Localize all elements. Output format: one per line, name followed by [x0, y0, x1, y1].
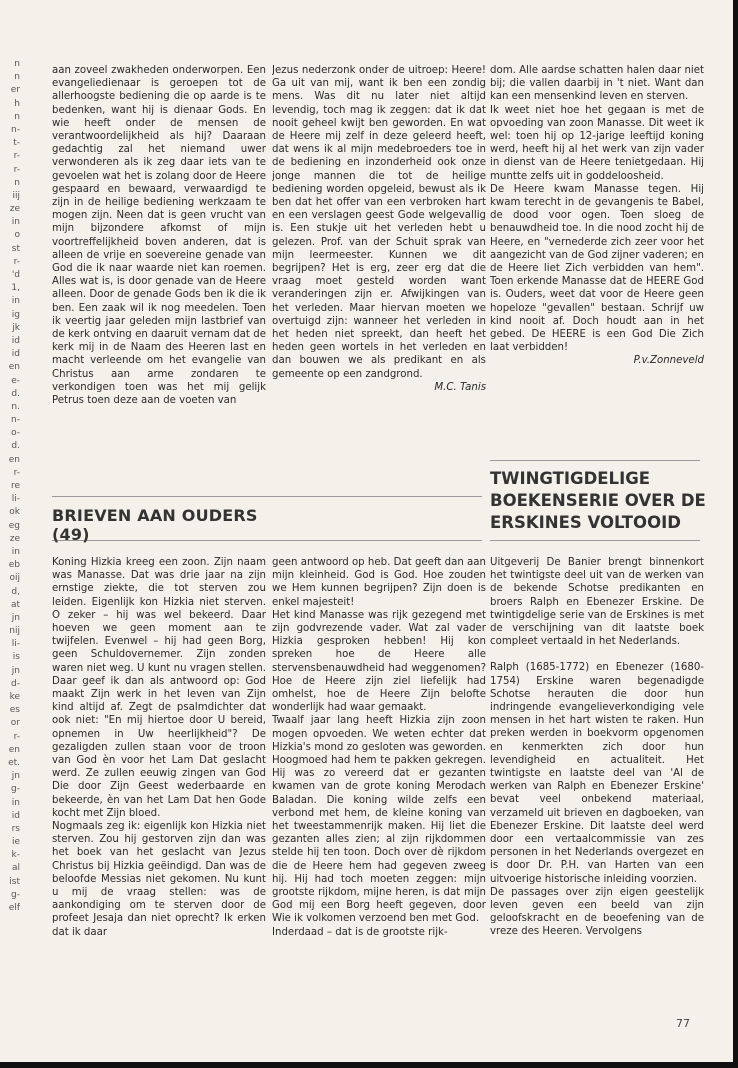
signature-zonneveld: P.v.Zonneveld	[633, 355, 704, 367]
edge-fragment: id	[11, 335, 20, 346]
top-col2-text: Jezus nederzonk onder de uitroep: Heere! Ga uit van mij, want ik ben een zondig mens. Was dit nu later niet altijd levendig, toch mag ik zeggen: dat ik dat nooit geheel kwijt ben geworden. En wat de Heere mij zelf in deze geleerd heeft, dat wens ik al mijn medebroeders toe in de bediening en inzonderheid ook onze jonge mannen die tot de heilige bediening worden opgeleid, bewust als ik ben dat het offer van een verbroken hart en een verslagen geest Gode welgevallig is. Een stukje uit het verleden hebt u gelezen. Prof. van der Schuit sprak van mijn leermeester. Kunnen we dit begrijpen? Het is erg, zeer erg dat die vraag moet gesteld worden want veranderingen zijn er. Afwijkingen van het verleden. Maar hiervan moeten we overtuigd zijn: wanneer het verleden in het heden niet spreekt, dan heeft het heden geen wortels in het verleden en dan bouwen we als predikant en als gemeente op een zandgrond.	[272, 65, 486, 380]
bottom-col3-text-2: Ralph (1685-1772) en Ebenezer (1680-1754) Erskine waren begenadigde Schotse herauten die door hun indringende evangelieverkondiging vele mensen in het hart wisten te raken. Hun preken werden in boekvorm opgenomen en kenmerkten zich door hun levendigheid en actualiteit. Het twintigste en laatste deel van 'Al de werken van Ralph en Ebenezer Erskine' bevat veel onbekend materiaal, verzameld uit brieven en dagboeken, van Ebenezer Erskine. Dit laatste deel werd door een vertaalcommissie van zes personen in het Nederlands overgezet en is door Dr. P.H. van Harten van een uitvoerige historische inleiding voorzien.	[490, 662, 704, 885]
edge-fragment: is	[12, 652, 20, 663]
edge-fragment: e-	[11, 375, 20, 386]
bottom-col3-text: Uitgeverij De Banier brengt binnenkort het twintigste deel uit van de werken van de bekende Schotse predikanten en broers Ralph en Ebenezer Erskine. De twintigdelige serie van de Erskines is met de verschijning van dit laatste boek compleet vertaald in het Nederlands.	[490, 557, 704, 648]
edge-fragment: ze	[9, 533, 20, 544]
bottom-col2-text-3: Twaalf jaar lang heeft Hizkia zijn zoon mogen opvoeden. We weten echter dat Hizkia's mond zo gesloten was geworden. Hoogmoed had hem te pakken gekregen. Hij was zo vereerd dat er gezanten kwamen van de grote koning Merodach Baladan. Die koning wilde zelfs een verbond met hem, de kleine koning van het tweestammenrijk maken. Hij liet die gezanten alles zien; al zijn rijkdommen stelde hij ten toon. Doch over dè rijkdom die de Heere hem had gegeven zweeg hij. Hij had toch moeten zeggen: mijn grootste rijkdom, mijne heren, is dat mijn God mij een Borg heeft gegeven, door Wie ik volkomen verzoend ben met God.	[272, 715, 486, 925]
edge-fragment: ist	[9, 876, 20, 887]
bottom-col2-text: geen antwoord op heb. Dat geeft dan aan mijn kleinheid. God is God. Hoe zouden we Hem kunnen begrijpen? Zijn doen is enkel majesteit!	[272, 557, 486, 608]
divider-left-top	[52, 496, 482, 497]
top-col3-text-2: Ik weet niet hoe het gegaan is met de opvoeding van zoon Manasse. Dit weet ik wel: toen hij op 12-jarige leeftijd koning werd, heeft hij al het werk van zijn vader in dienst van de Heere tenietgedaan. Hij muntte zelfs uit in goddeloosheid.	[490, 104, 704, 182]
edge-fragment: r-	[13, 467, 20, 478]
edge-fragment: nij	[9, 626, 20, 637]
bottom-col3-text-3: De passages over zijn eigen geestelijk leven geven een beeld van zijn geloofskracht en de beoefening van de vreze des Heeren. Vervolgens	[490, 886, 704, 938]
edge-fragment: in	[11, 797, 20, 808]
edge-fragment: et.	[8, 757, 20, 768]
edge-fragment: g-	[11, 784, 20, 795]
bottom-column-1	[52, 556, 266, 1002]
bottom-column-3	[490, 556, 704, 1002]
top-column-2	[272, 64, 486, 464]
edge-fragment: n	[14, 177, 20, 188]
edge-fragment: oij	[9, 573, 20, 584]
edge-fragment: in	[11, 217, 20, 228]
edge-fragment: r-	[13, 256, 20, 267]
edge-fragment: st	[11, 243, 20, 254]
top-column-1	[52, 64, 266, 464]
edge-fragment: eb	[8, 560, 20, 571]
edge-fragment: n-	[11, 124, 20, 135]
edge-fragment: id	[11, 810, 20, 821]
edge-fragment: o	[14, 230, 20, 241]
bottom-column-2	[272, 556, 486, 1002]
edge-fragment: 'd	[11, 270, 20, 280]
edge-fragment: eg	[8, 520, 20, 531]
heading-erskines-serie: TWINGTIGDELIGE BOEKENSERIE OVER DE ERSKINES VOLTOOID	[490, 469, 706, 532]
edge-fragment: d-	[11, 678, 20, 689]
edge-fragment: elf	[8, 903, 20, 913]
signature-tanis: M.C. Tanis	[434, 381, 486, 393]
heading-brieven-aan-ouders: BRIEVEN AAN OUDERS (49)	[52, 506, 258, 544]
edge-fragment: re	[10, 481, 20, 491]
edge-fragment: iij	[12, 190, 20, 201]
edge-fragment: al	[11, 863, 20, 874]
divider-right-bottom	[490, 540, 700, 541]
edge-fragment: r-	[13, 731, 20, 742]
edge-fragment: ze	[9, 204, 20, 215]
edge-fragment: n-	[11, 415, 20, 426]
adjacent-page-edge	[0, 58, 20, 1062]
top-col1-text: aan zoveel zwakheden onderworpen. Een evangeliedienaar is geroepen tot de allerhoogste bediening die op aarde is te bedenken, want hij is dienaar Gods. En wie heeft onder de mensen de verantwoordelijkheid als hij? Daaraan gedachtig zal het niemand uwer verwonderen als ik zeg daar iets van te gevoelen wat het is zolang door de Heere gespaard en bewaard, verwaardigd te zijn in de heilige bediening werkzaam te mogen zijn. Neen dat is geen vrucht van mijn bijzondere afkomst of mijn voortreffelijkheid boven anderen, dat is alleen de vrije en soevereine genade van God die ik naar waarde niet kan roemen. Alles wat is, is door genade van de Heere alleen. Door de genade Gods ben ik die ik ben. Een zaak wil ik nog meedelen. Toen ik veertig jaar geleden mijn lastbrief van de kerk ontving en daaruit vernam dat de kerk mij in de Naam des Heeren last en macht verleende om het evangelie van Christus aan arme zondaren te verkondigen toen was het mij gelijk Petrus toen deze aan de voeten van	[52, 65, 266, 407]
edge-fragment: en	[8, 362, 20, 373]
edge-fragment: ok	[9, 507, 20, 518]
page-number: 77	[676, 1017, 690, 1030]
edge-fragment: li-	[11, 494, 20, 505]
edge-fragment: r-	[13, 164, 20, 175]
edge-fragment: jk	[12, 322, 20, 333]
edge-fragment: g-	[11, 889, 20, 900]
edge-fragment: jn	[11, 771, 20, 782]
edge-fragment: n	[14, 72, 20, 83]
edge-fragment: 1,	[11, 283, 20, 294]
edge-fragment: in	[11, 296, 20, 307]
divider-right-top	[490, 460, 700, 461]
edge-fragment: d.	[11, 388, 20, 399]
bottom-col1-text: Koning Hizkia kreeg een zoon. Zijn naam was Manasse. Dat was drie jaar na zijn ernstige ziekte, die tot sterven zou leiden. Eigenlijk kon Hizkia niet sterven. O zeker – hij was wel bekeerd. Daar hoeven we geen moment aan te twijfelen. Evenwel – hij had geen Borg, geen Schuldovernemer. Zijn zonden waren niet weg. U kunt nu vragen stellen. Daar geef ik dan als antwoord op: God maakt Zijn werk in het leven van Zijn kind altijd af. Zegt de psalmdichter dat ook niet: "En mij hiertoe door U bereid, opnemen in Uw heerlijkheid"? De gezaligden zullen staan voor de troon van God èn voor het Lam Dat geslacht werd. Ze zullen eeuwig zingen van God Die door Zijn Geest wederbaarde en bekeerde, èn van het Lam Dat hen Gode kocht met Zijn bloed.	[52, 557, 266, 819]
edge-fragment: d,	[11, 586, 20, 597]
top-column-3	[490, 64, 704, 404]
edge-fragment: er	[10, 85, 20, 96]
top-col3-text-3: De Heere kwam Manasse tegen. Hij kwam terecht in de gevangenis te Babel, de dood voor ogen. Toen sloeg de benauwdheid toe. In die nood zocht hij de Heere, en "vernederde zich zeer voor het aangezicht van de God zijner vaderen; en de Heere liet Zich verbidden van hem". Toen erkende Manasse dat de HEERE God is. Ouders, weet dat voor de Heere geen hopeloze "gevallen" bestaan. Schrijf uw kind nooit af. Doch houdt aan in het gebed. De HEERE is een God Die Zich laat verbidden!	[490, 183, 704, 354]
bottom-col2-text-2: Het kind Manasse was rijk gezegend met zijn godvrezende vader. Wat zal vader Hizkia gesproken hebben! Hij kon spreken hoe de Heere alle stervensbenauwdheid had weggenomen? Hoe de Heere zijn ziel liefelijk had omhelst, hoe de Heere Zijn beloftе wonderlijk had waar gemaakt.	[272, 609, 486, 714]
edge-fragment: es	[9, 705, 20, 716]
edge-fragment: ig	[11, 309, 20, 320]
edge-fragment: r-	[13, 151, 20, 162]
edge-fragment: n	[14, 59, 20, 69]
edge-fragment: id	[11, 349, 20, 360]
edge-fragment: in	[11, 546, 20, 557]
edge-fragment: jn	[11, 612, 20, 623]
edge-fragment: ke	[9, 692, 20, 702]
edge-fragment: li-	[11, 639, 20, 650]
edge-fragment: or	[10, 718, 20, 729]
edge-fragment: n.	[11, 401, 20, 412]
edge-fragment: en	[8, 454, 20, 465]
bottom-col1-text-2: Nogmaals zeg ik: eigenlijk kon Hizkia niet sterven. Zou hij gestorven zijn dan was het boek van het geslacht van Jezus Christus bij Hizkia geëindigd. Dan was de beloofde Messias niet gekomen. Nu kunt u mij de vraag stellen: was de aankondiging om te sterven door de profeet Jesaja dan niet oprecht? Ik erken dat ik daar	[52, 821, 266, 938]
edge-fragment: t-	[13, 138, 20, 149]
edge-fragment: k-	[11, 850, 20, 861]
bottom-col2-text-4: Inderdaad – dat is de grootste rijk-	[272, 926, 448, 938]
edge-fragment: h	[14, 98, 20, 109]
edge-fragment: rs	[11, 823, 20, 834]
edge-fragment: d.	[11, 441, 20, 452]
edge-fragment: n	[14, 111, 20, 122]
edge-fragment: ie	[11, 837, 20, 848]
top-col3-text: dom. Alle aardse schatten halen daar niet bij; die vallen daarbij in 't niet. Want dan kan een mensenkind leven en sterven.	[490, 65, 704, 103]
edge-fragment: en	[8, 744, 20, 755]
edge-fragment: at	[10, 599, 20, 610]
edge-fragment: o-	[11, 428, 20, 439]
edge-fragment: jn	[11, 665, 20, 676]
